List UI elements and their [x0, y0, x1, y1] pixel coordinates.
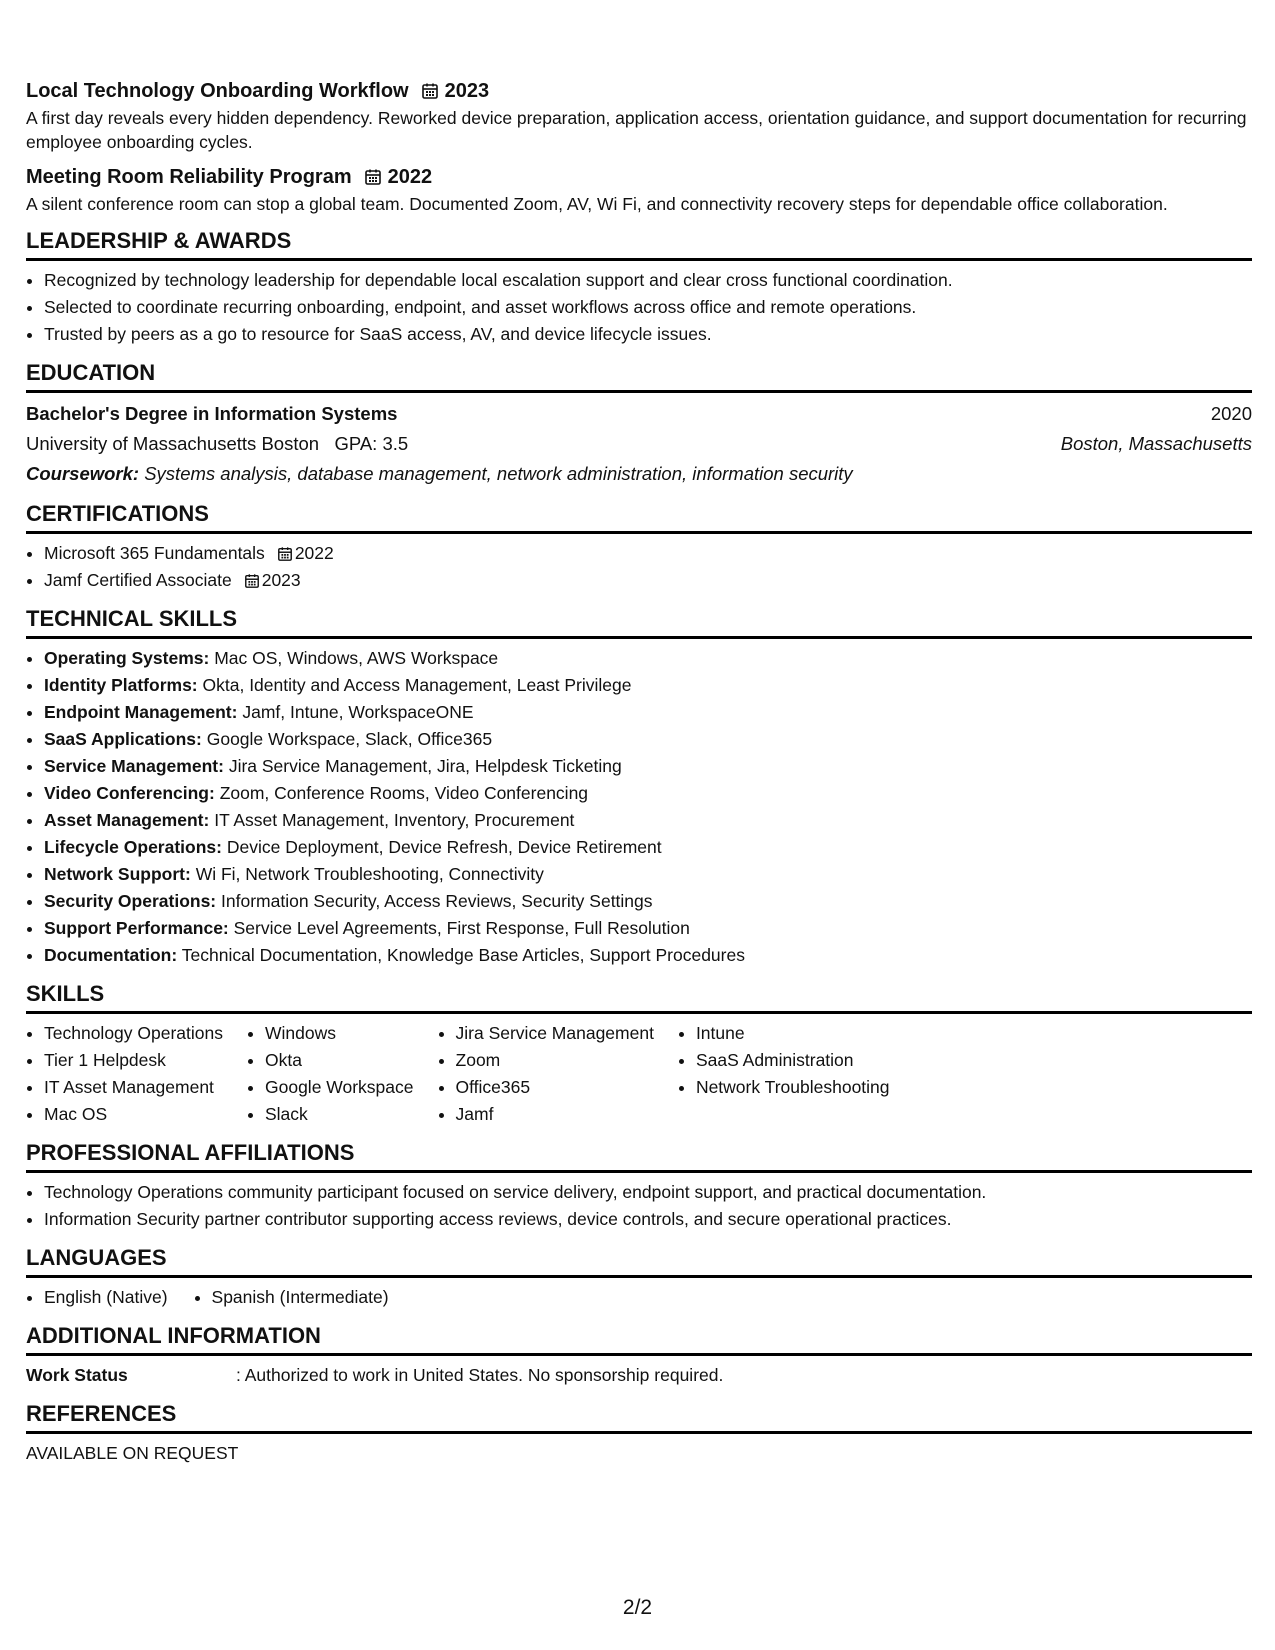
list-item: • Intune	[696, 1020, 890, 1047]
skills-column	[438, 1020, 654, 1128]
project-description: A first day reveals every hidden dependency. Reworked device preparation, application access, orientation guidance, and support documentation for recurring employee onboarding cycles.	[26, 108, 1247, 152]
list-item: • Google Workspace	[265, 1074, 414, 1101]
section-title: ADDITIONAL INFORMATION	[26, 1321, 1252, 1356]
work-status-label: Work Status	[26, 1365, 128, 1385]
skill-values: Service Level Agreements, First Response, Full Resolution	[233, 918, 690, 938]
certification-name: • Microsoft 365 Fundamentals	[44, 543, 265, 563]
project-description: A silent conference room can stop a global team. Documented Zoom, AV, Wi Fi, and connectivity recovery steps for dependable office collaboration.	[26, 194, 1168, 214]
list-item: • English (Native)	[44, 1284, 168, 1311]
resume-page	[26, 76, 1252, 1467]
list-item: • Windows	[265, 1020, 414, 1047]
section-title: SKILLS	[26, 979, 1252, 1014]
section-title: PROFESSIONAL AFFILIATIONS	[26, 1138, 1252, 1173]
skills-column	[678, 1020, 890, 1128]
coursework-label: Coursework:	[26, 463, 140, 484]
skills-column	[247, 1020, 414, 1128]
languages-section	[26, 1243, 1252, 1311]
calendar-icon	[364, 168, 382, 186]
leadership-section	[26, 226, 1252, 348]
skill-values: Device Deployment, Device Refresh, Device Retirement	[226, 837, 662, 857]
skill-category: Asset Management:	[44, 810, 210, 830]
skill-values: Okta, Identity and Access Management, Least Privilege	[202, 675, 632, 695]
education-school-row	[26, 429, 1252, 459]
skill-values: Google Workspace, Slack, Office365	[206, 729, 493, 749]
list-item: • Mac OS	[44, 1101, 223, 1128]
skill-category: Lifecycle Operations:	[44, 837, 222, 857]
graduation-year: 2020	[1210, 403, 1252, 424]
coursework-text: Systems analysis, database management, network administration, information security	[144, 463, 853, 484]
list-item: • Tier 1 Helpdesk	[44, 1047, 223, 1074]
skill-category: Documentation:	[44, 945, 178, 965]
list-item: • Network Troubleshooting	[696, 1074, 890, 1101]
list-item: • SaaS Administration	[696, 1047, 890, 1074]
certification-year: 2022	[294, 543, 334, 563]
skill-category: Security Operations:	[44, 891, 217, 911]
skills-section	[26, 979, 1252, 1128]
list-item: • Zoom	[456, 1047, 654, 1074]
skill-values: Mac OS, Windows, AWS Workspace	[214, 648, 499, 668]
skill-values: Technical Documentation, Knowledge Base Articles, Support Procedures	[181, 945, 745, 965]
skill-category: Identity Platforms:	[44, 675, 198, 695]
project-year: 2022	[387, 166, 433, 188]
list-item: • Information Security partner contributor supporting access reviews, device controls, and secure operational practices.	[44, 1206, 1252, 1233]
affiliations-section	[26, 1138, 1252, 1233]
list-item	[44, 807, 1252, 834]
certifications-list	[26, 540, 1252, 594]
list-item: • Jira Service Management	[456, 1020, 654, 1047]
project-title: Meeting Room Reliability Program	[26, 166, 352, 188]
project-entry	[26, 76, 1252, 154]
language-group	[26, 1284, 168, 1311]
certifications-section	[26, 499, 1252, 594]
list-item	[44, 567, 1252, 594]
references-text: AVAILABLE ON REQUEST	[26, 1443, 239, 1463]
skill-category: Operating Systems:	[44, 648, 210, 668]
calendar-icon	[421, 82, 439, 100]
certification	[44, 567, 1252, 594]
project-header	[26, 76, 1252, 106]
education-section	[26, 358, 1252, 489]
skill-values: Wi Fi, Network Troubleshooting, Connectivity	[195, 864, 544, 884]
list-item	[44, 726, 1252, 753]
list-item: • Office365	[456, 1074, 654, 1101]
list-item	[44, 942, 1252, 969]
list-item	[44, 888, 1252, 915]
work-status-value: : Authorized to work in United States. No sponsorship required.	[236, 1365, 724, 1385]
section-title: CERTIFICATIONS	[26, 499, 1252, 534]
technical-skills-section	[26, 604, 1252, 969]
skill-values: Information Security, Access Reviews, Security Settings	[221, 891, 653, 911]
project-entry	[26, 162, 1252, 216]
skill-values: IT Asset Management, Inventory, Procurement	[214, 810, 575, 830]
project-year: 2023	[444, 80, 490, 102]
list-item	[44, 672, 1252, 699]
skill-category: Service Management:	[44, 756, 224, 776]
skills-column	[26, 1020, 223, 1128]
list-item	[44, 753, 1252, 780]
affiliations-list	[26, 1179, 1252, 1233]
technical-skills-list	[26, 645, 1252, 969]
school-info	[26, 429, 408, 459]
language-group	[194, 1284, 389, 1311]
certification	[44, 540, 1252, 567]
list-item	[44, 915, 1252, 942]
skill-values: Jamf, Intune, WorkspaceONE	[242, 702, 474, 722]
skill-values: Zoom, Conference Rooms, Video Conferencing	[219, 783, 589, 803]
calendar-icon	[244, 573, 260, 589]
list-item: • Selected to coordinate recurring onboarding, endpoint, and asset workflows across office and remote operations.	[44, 294, 1252, 321]
list-item: • Technology Operations	[44, 1020, 223, 1047]
section-title: REFERENCES	[26, 1399, 1252, 1434]
page-number: 2/2	[622, 1596, 653, 1619]
calendar-icon	[277, 546, 293, 562]
certification-name: • Jamf Certified Associate	[44, 570, 232, 590]
project-header	[26, 162, 1252, 192]
list-item: • Jamf	[456, 1101, 654, 1128]
section-title: EDUCATION	[26, 358, 1252, 393]
skill-category: Video Conferencing:	[44, 783, 215, 803]
list-item	[44, 861, 1252, 888]
list-item	[44, 699, 1252, 726]
section-title: LANGUAGES	[26, 1243, 1252, 1278]
gpa: GPA: 3.5	[334, 433, 409, 454]
school-location: Boston, Massachusetts	[1060, 433, 1252, 454]
certification-year: 2023	[261, 570, 301, 590]
skill-category: SaaS Applications:	[44, 729, 202, 749]
list-item	[44, 834, 1252, 861]
list-item	[44, 540, 1252, 567]
list-item: • Okta	[265, 1047, 414, 1074]
skill-category: Support Performance:	[44, 918, 229, 938]
list-item: • Slack	[265, 1101, 414, 1128]
school-name: University of Massachusetts Boston	[26, 433, 320, 454]
additional-info-section	[26, 1321, 1252, 1389]
references-section	[26, 1399, 1252, 1467]
skill-category: Endpoint Management:	[44, 702, 238, 722]
skill-category: Network Support:	[44, 864, 191, 884]
list-item: • Spanish (Intermediate)	[212, 1284, 389, 1311]
skills-columns	[26, 1020, 1252, 1128]
list-item	[44, 645, 1252, 672]
section-title: TECHNICAL SKILLS	[26, 604, 1252, 639]
list-item: • Recognized by technology leadership for dependable local escalation support and clear cross functional coordination.	[44, 267, 1252, 294]
list-item: • Trusted by peers as a go to resource for SaaS access, AV, and device lifecycle issues.	[44, 321, 1252, 348]
work-status-row	[26, 1362, 1252, 1389]
list-item: • IT Asset Management	[44, 1074, 223, 1101]
project-title: Local Technology Onboarding Workflow	[26, 80, 409, 102]
degree: Bachelor's Degree in Information Systems	[26, 403, 398, 424]
leadership-list	[26, 267, 1252, 348]
list-item: • Technology Operations community participant focused on service delivery, endpoint support, and practical documentation.	[44, 1179, 1252, 1206]
coursework	[26, 459, 1252, 489]
languages-list	[26, 1284, 1252, 1311]
section-title: LEADERSHIP & AWARDS	[26, 226, 1252, 261]
skill-values: Jira Service Management, Jira, Helpdesk Ticketing	[228, 756, 622, 776]
list-item	[44, 780, 1252, 807]
education-degree-row	[26, 399, 1252, 429]
